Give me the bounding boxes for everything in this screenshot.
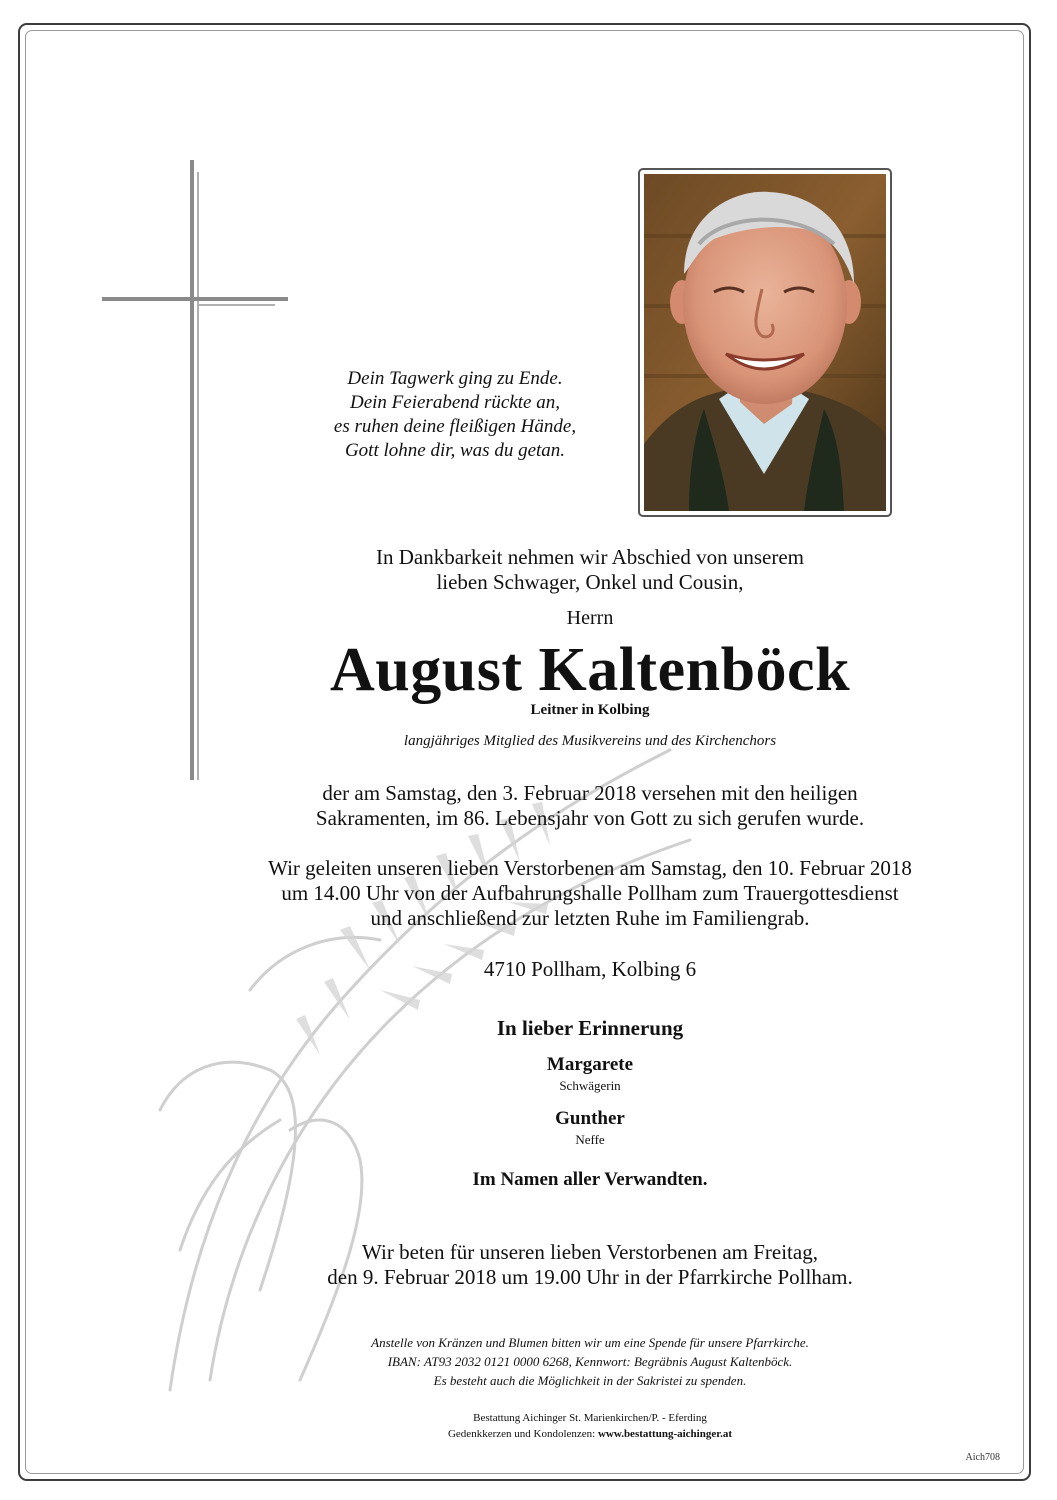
donation-line: Es besteht auch die Möglichkeit in der Sakristei zu spenden.: [433, 1373, 747, 1388]
condolence-line: [120, 1426, 1057, 1442]
mourner-relation: Neffe: [575, 1132, 605, 1147]
intro-line: lieben Schwager, Onkel und Cousin,: [436, 570, 744, 594]
verse-line: Gott lohne dir, was du getan.: [344, 440, 566, 461]
prayer-notice: [120, 1240, 1057, 1290]
funeral-details: [120, 856, 1057, 931]
portrait-photo-frame: [638, 168, 892, 517]
donation-line: Anstelle von Kränzen und Blumen bitten wir um eine Spende für unsere Pfarrkirche.: [371, 1335, 809, 1350]
mourners-closing: Im Namen aller Verwandten.: [472, 1169, 708, 1190]
deceased-name: August Kaltenböck: [329, 636, 851, 704]
intro-text: [120, 545, 1057, 595]
death-notice-line: der am Samstag, den 3. Februar 2018 versehen mit den heiligen: [322, 781, 858, 805]
mourner-relation: Schwägerin: [559, 1078, 621, 1093]
footer: [120, 1410, 1057, 1442]
funeral-line: Wir geleiten unseren lieben Verstorbenen am Samstag, den 10. Februar 2018: [268, 856, 912, 880]
mourner-name: Gunther: [555, 1108, 625, 1129]
verse-line: Dein Feierabend rückte an,: [350, 392, 560, 413]
prayer-line: den 9. Februar 2018 um 19.00 Uhr in der Pfarrkirche Pollham.: [327, 1265, 853, 1289]
membership-note: langjähriges Mitglied des Musikvereins und des Kirchenchors: [403, 733, 777, 749]
salutation: Herrn: [566, 607, 614, 629]
address: 4710 Pollham, Kolbing 6: [483, 957, 697, 981]
condolence-prefix: Gedenkkerzen und Kondolenzen:: [447, 1428, 596, 1440]
portrait-photo: [644, 174, 886, 511]
intro-line: In Dankbarkeit nehmen wir Abschied von unserem: [375, 545, 805, 569]
funeral-line: um 14.00 Uhr von der Aufbahrungshalle Pollham zum Trauergottesdienst: [281, 881, 899, 905]
prayer-line: Wir beten für unseren lieben Verstorbenen am Freitag,: [362, 1240, 818, 1264]
funeral-line: und anschließend zur letzten Ruhe im Familiengrab.: [370, 906, 810, 930]
house-name: Leitner in Kolbing: [530, 702, 650, 718]
memorial-verse: [290, 367, 620, 463]
verse-line: es ruhen deine fleißigen Hände,: [333, 416, 577, 437]
death-notice-line: Sakramenten, im 86. Lebensjahr von Gott zu sich gerufen wurde.: [315, 806, 865, 830]
verse-line: Dein Tagwerk ging zu Ende.: [347, 368, 563, 389]
website-link[interactable]: www.bestattung-aichinger.at: [597, 1428, 733, 1440]
document-code: Aich708: [965, 1452, 1000, 1463]
mourners-heading: In lieber Erinnerung: [496, 1016, 684, 1040]
undertaker-line: Bestattung Aichinger St. Marienkirchen/P. - Eferding: [473, 1412, 707, 1424]
donation-notice: [120, 1333, 1057, 1390]
death-notice: [120, 781, 1057, 831]
donation-line: IBAN: AT93 2032 0121 0000 6268, Kennwort: Begräbnis August Kaltenböck.: [387, 1354, 793, 1369]
mourner-name: Margarete: [546, 1054, 634, 1075]
